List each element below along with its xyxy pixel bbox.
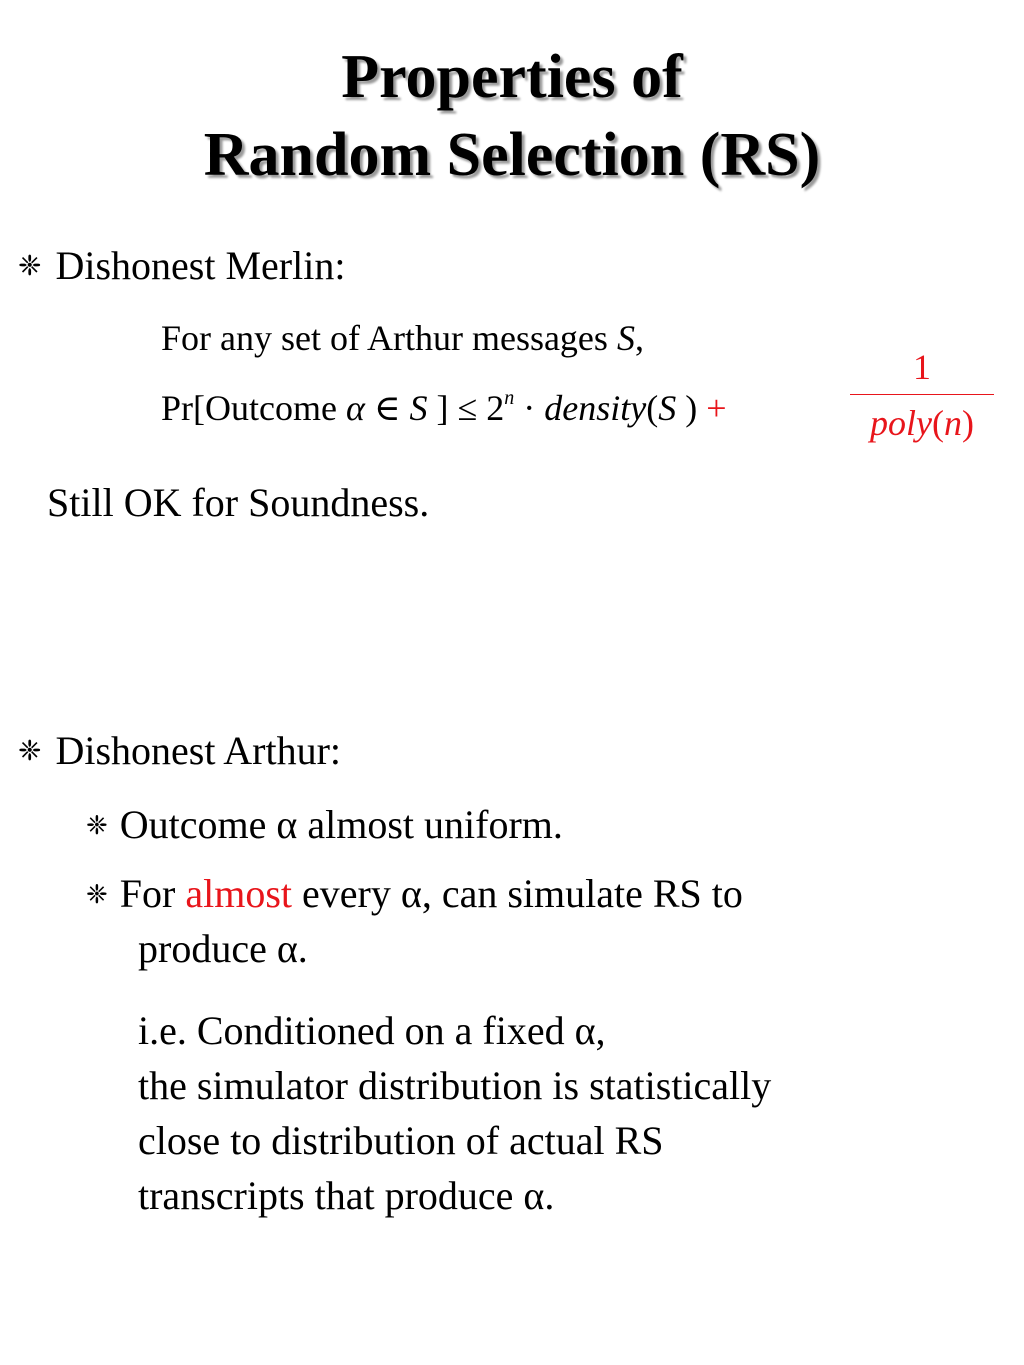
fraction-numerator: 1 <box>913 347 931 387</box>
formula-density: density <box>544 388 647 428</box>
ie-line-1: i.e. Conditioned on a fixed α, <box>138 1008 606 1053</box>
ie-line-4: transcripts that produce α. <box>138 1173 555 1218</box>
sub-bullet-2-post: every α, can simulate RS to <box>292 871 743 916</box>
ie-line-2: the simulator distribution is statistically <box>138 1063 772 1108</box>
formula-line-2 <box>161 376 727 430</box>
star-bullet-icon: ❈ <box>18 736 42 767</box>
fraction-paren-open: ( <box>931 403 944 443</box>
arthur-heading: Dishonest Arthur: <box>55 728 342 773</box>
slide-title <box>0 38 1024 194</box>
formula-set-s: S <box>409 388 428 428</box>
fraction-n: n <box>943 403 962 443</box>
fraction-denominator <box>850 401 994 445</box>
sub-bullet-2-pre: For <box>119 871 186 916</box>
formula-line1-text: For any set of Arthur messages <box>161 318 617 358</box>
formula-fraction <box>850 344 994 445</box>
fraction-poly: poly <box>870 403 932 443</box>
formula-elem: ∈ <box>364 388 410 428</box>
formula-leq-two: ] ≤ 2 <box>427 388 505 428</box>
sub-bullet-2-highlight: almost <box>185 871 293 916</box>
formula-dot: · <box>514 388 545 428</box>
formula-pr-outcome: Pr[Outcome <box>161 388 346 428</box>
formula-alpha: α <box>345 388 365 428</box>
star-bullet-icon: ❈ <box>86 880 108 909</box>
ie-paragraph <box>138 1003 771 1223</box>
formula-paren-close: ) <box>676 388 698 428</box>
bullet-dishonest-merlin <box>18 242 345 291</box>
formula-plus: + <box>697 388 727 428</box>
star-bullet-icon: ❈ <box>18 251 42 282</box>
formula-exponent-n: n <box>504 387 515 409</box>
sub-bullet-simulate <box>86 870 743 919</box>
fraction-paren-close: ) <box>961 403 974 443</box>
star-bullet-icon: ❈ <box>86 811 108 840</box>
sub-bullet-simulate-line-2: produce α. <box>138 926 308 971</box>
sub-bullet-outcome-uniform <box>86 801 563 850</box>
formula-paren-open: ( <box>646 388 659 428</box>
bullet-dishonest-arthur <box>18 727 341 776</box>
fraction-bar <box>850 394 994 395</box>
ie-line-3: close to distribution of actual RS <box>138 1118 664 1163</box>
formula-line1-var: S <box>616 318 635 358</box>
formula-density-arg: S <box>658 388 677 428</box>
sub-bullet-1-text: Outcome α almost uniform. <box>119 802 563 847</box>
title-line-1: Properties of <box>341 43 683 111</box>
title-line-2: Random Selection (RS) <box>203 121 821 189</box>
soundness-note: Still OK for Soundness. <box>47 480 430 525</box>
formula-line-1 <box>161 316 644 360</box>
formula-line1-end: , <box>634 318 644 358</box>
merlin-heading: Dishonest Merlin: <box>55 243 346 288</box>
